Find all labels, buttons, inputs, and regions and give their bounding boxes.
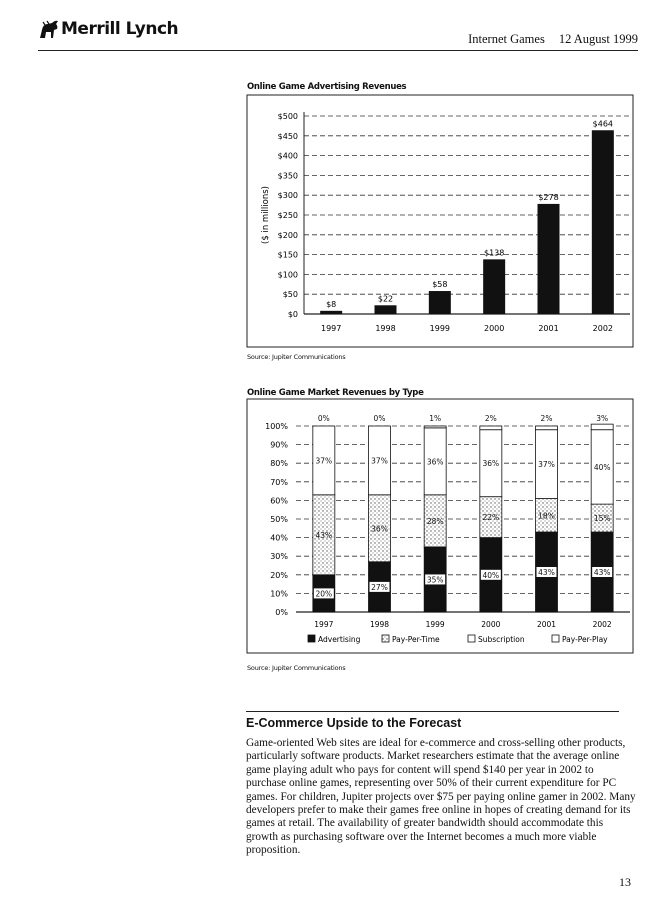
page-number: 13 [619,875,631,889]
y-tick-label: $400 [277,151,298,161]
bar [483,259,505,314]
y-tick-label: $50 [282,290,298,300]
y-tick-label: $150 [277,250,298,260]
data-label: 37% [538,460,555,470]
legend-swatch [468,635,475,642]
data-label: 27% [371,582,388,592]
bull-icon [38,18,60,40]
data-label: 20% [315,589,333,599]
data-label: 28% [426,516,444,526]
y-tick-label: 0% [275,608,288,617]
stacked-segment-pay-per-play [591,424,613,430]
bar [429,291,451,314]
bar [592,130,614,314]
report-date: 12 August 1999 [558,32,638,46]
y-tick-label: $500 [277,112,298,121]
x-tick-label: 1997 [320,324,342,333]
data-label: 2% [484,414,497,423]
y-tick-label: $350 [277,171,298,181]
data-label: 43% [538,568,555,578]
y-tick-label: $300 [277,191,298,201]
data-label: 36% [371,524,388,534]
data-label: 0% [373,414,386,423]
y-axis-label: ($ in millions) [261,186,271,244]
data-label: $8 [326,299,337,309]
section-title: E-Commerce Upside to the Forecast [246,716,462,730]
data-label: 2% [540,414,553,423]
y-tick-label: 60% [270,496,288,506]
company-name: Merrill Lynch [61,19,179,39]
bar [320,311,342,314]
legend-swatch [552,635,559,642]
x-tick-label: 1999 [425,620,445,629]
data-label: 18% [538,511,555,521]
y-tick-label: $450 [277,131,298,141]
bar [538,204,560,314]
stacked-segment-pay-per-play [424,426,446,428]
advertising-chart-source: Source: Jupiter Communications [247,353,346,361]
y-tick-label: $0 [287,310,298,319]
x-tick-label: 1998 [375,324,396,333]
report-info [468,32,638,47]
y-tick-label: 50% [270,515,288,524]
data-label: 3% [596,414,609,423]
x-tick-label: 2001 [536,620,557,629]
data-label: $464 [592,119,614,129]
data-label: 40% [593,462,611,472]
market-chart-title: Online Game Market Revenues by Type [247,388,424,398]
legend-label: Subscription [478,635,525,644]
legend-label: Advertising [318,635,361,644]
data-label: 22% [482,513,500,523]
y-tick-label: $250 [277,211,298,220]
data-label: 43% [315,530,333,540]
data-label: 0% [317,414,330,423]
data-label: $138 [483,248,505,258]
y-tick-label: 80% [270,459,288,469]
legend-swatch [308,635,315,642]
legend-label: Pay-Per-Play [562,635,608,644]
data-label: 40% [482,570,500,580]
y-tick-label: 10% [270,589,288,599]
data-label: 36% [426,457,444,467]
merrill-lynch-logo [38,18,178,40]
data-label: $58 [432,280,448,290]
x-tick-label: 1999 [429,324,451,333]
legend-swatch [382,635,389,642]
section-rule [246,711,619,712]
bar [375,305,397,314]
advertising-chart-title: Online Game Advertising Revenues [247,82,407,92]
data-label: 37% [315,456,333,466]
market-chart-source: Source: Jupiter Communications [247,664,346,672]
y-tick-label: 90% [270,440,288,450]
advertising-revenue-chart [246,94,638,350]
x-tick-label: 2001 [538,324,559,333]
x-tick-label: 1997 [314,620,334,629]
section-body: Game-oriented Web sites are ideal for e-commerce and cross-selling other products, particularly software products. Market researchers estimate that the average online game playing adult who pays for content will spend $140 per year in 2002 to purchase online games, representing over 50% of their current expenditure for PC games. For children, Jupiter projects over $75 per paying online gamer in 2002. Many developers prefer to make their games free online in hopes of creating demand for its games at retail. The availability of greater bandwidth should accommodate this growth as purchasing software over the Internet becomes a much more viable proposition. [246,737,636,857]
x-tick-label: 2002 [592,324,614,333]
y-tick-label: 30% [270,552,288,562]
x-tick-label: 1998 [369,620,390,629]
header-rule [38,50,638,51]
data-label: $278 [538,192,559,202]
legend-label: Pay-Per-Time [392,635,440,644]
data-label: 36% [482,459,500,469]
x-tick-label: 2002 [592,620,612,629]
data-label: 15% [593,514,611,524]
stacked-segment-pay-per-play [536,426,558,430]
report-name: Internet Games [468,32,545,46]
data-label: 43% [593,568,611,578]
data-label: 1% [429,414,442,423]
y-tick-label: 20% [270,570,288,580]
data-label: $22 [377,294,394,304]
y-tick-label: $200 [277,230,298,240]
market-revenue-by-type-chart [246,398,638,656]
x-tick-label: 2000 [481,620,501,629]
page-header [38,18,638,54]
y-tick-label: 40% [270,533,288,543]
y-tick-label: $100 [277,270,298,280]
data-label: 35% [426,575,444,585]
stacked-segment-pay-per-play [480,426,502,430]
x-tick-label: 2000 [483,324,505,333]
y-tick-label: 70% [270,477,288,487]
data-label: 37% [371,456,388,466]
y-tick-label: 100% [265,422,288,431]
